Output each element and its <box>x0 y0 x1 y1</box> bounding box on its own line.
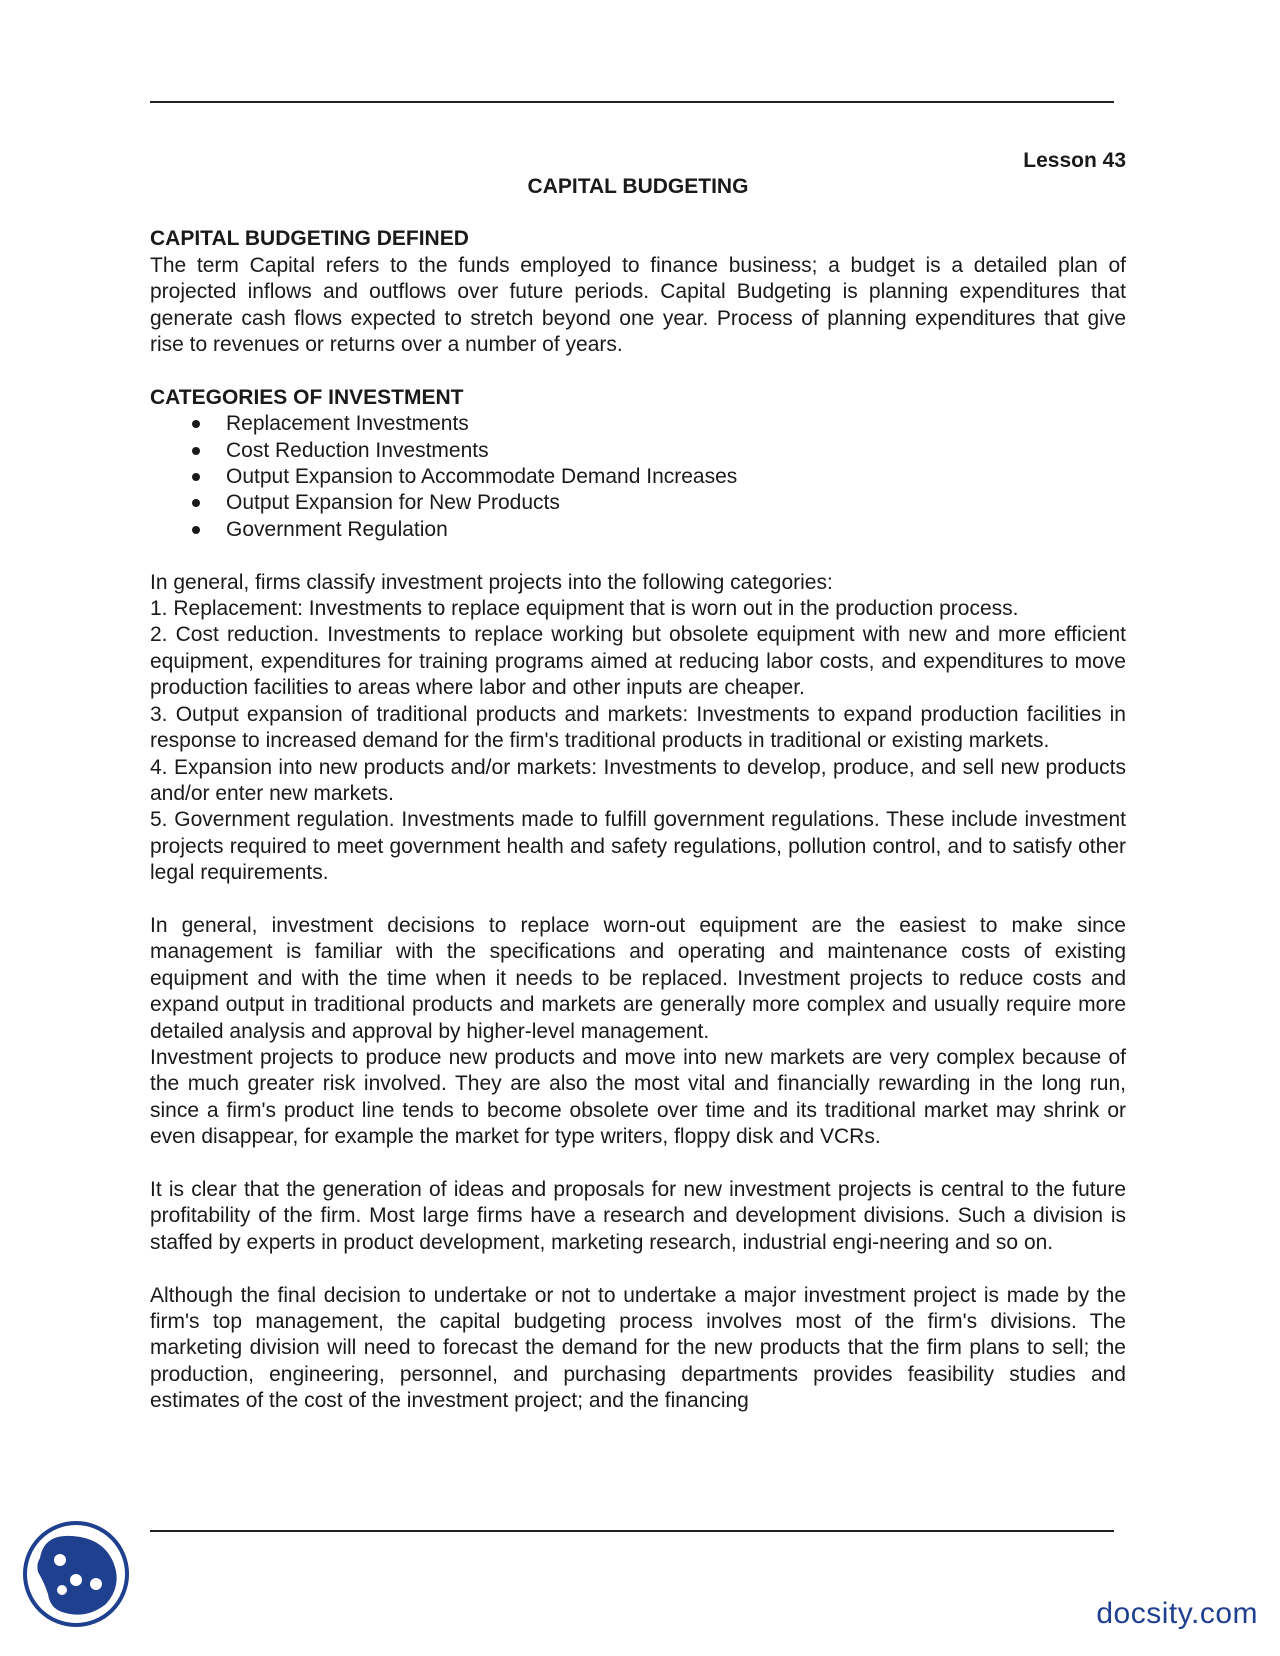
list-item: Output Expansion to Accommodate Demand Increases <box>190 464 1126 490</box>
discussion-paragraph-1: In general, investment decisions to replace worn-out equipment are the easiest to make since management is familiar with the specifications and operating and maintenance costs of existing equipment and with the time when it needs to be replaced. Investment projects to reduce costs and expand output in traditional products and markets are generally more complex and usually require more detailed analysis and approval by higher-level management. <box>150 913 1126 1043</box>
list-item: Government Regulation <box>190 517 1126 543</box>
header-rule <box>150 101 1114 103</box>
definition-paragraph: The term Capital refers to the funds employed to finance business; a budget is a detailed plan of projected inflows and outflows over future periods. Capital Budgeting is planning expenditures that generate cash flows expected to stretch beyond one year. Process of planning expenditures that give rise to revenues or returns over a number of years. <box>150 253 1126 357</box>
classification-item-3: 3. Output expansion of traditional products and markets: Investments to expand production facilities in response to increased demand for the firm's traditional products in traditional or existing markets. <box>150 702 1126 753</box>
document-body <box>150 148 1126 1415</box>
classification-item-2: 2. Cost reduction. Investments to replace working but obsolete equipment with new and more efficient equipment, expenditures for training programs aimed at reducing labor costs, and expenditures to move production facilities to areas where labor and other inputs are cheaper. <box>150 623 1126 700</box>
classification-item-5: 5. Government regulation. Investments made to fulfill government regulations. These include investment projects required to meet government health and safety regulations, pollution control, and to satisfy other legal requirements. <box>150 808 1126 885</box>
lesson-number: Lesson 43 <box>1023 149 1126 172</box>
bullet-icon <box>192 473 200 481</box>
discussion-paragraph-4: Although the final decision to undertake or not to undertake a major investment project is made by the firm's top management, the capital budgeting process involves most of the firm's divisions. The marketing division will need to forecast the demand for the new products that the firm plans to sell; the production, engineering, personnel, and purchasing departments provides feasibility studies and estimates of the cost of the investment project; and the financing <box>150 1283 1126 1413</box>
discussion-paragraph-3: It is clear that the generation of ideas and proposals for new investment projects is central to the future profitability of the firm. Most large firms have a research and development divisions. Such a division is staffed by experts in product development, marketing research, industrial engi-neering and so on. <box>150 1177 1126 1254</box>
footer-rule <box>150 1530 1114 1532</box>
bullet-icon <box>192 420 200 428</box>
section-heading-defined: CAPITAL BUDGETING DEFINED <box>150 227 469 251</box>
bullet-icon <box>192 499 200 507</box>
classification-intro: In general, firms classify investment projects into the following categories: <box>150 570 833 594</box>
list-item: Replacement Investments <box>190 411 1126 437</box>
classification-item-1: 1. Replacement: Investments to replace equipment that is worn out in the production process. <box>150 597 1019 621</box>
list-item: Cost Reduction Investments <box>190 438 1126 464</box>
section-heading-categories: CATEGORIES OF INVESTMENT <box>150 385 464 409</box>
classification-item-4: 4. Expansion into new products and/or markets: Investments to develop, produce, and sell new products and/or enter new markets. <box>150 755 1126 805</box>
brand-watermark: docsity.com <box>1096 1597 1258 1630</box>
discussion-paragraph-2: Investment projects to produce new products and move into new markets are very complex because of the much greater risk involved. They are also the most vital and financially rewarding in the long run, since a firm's product line tends to become obsolete over time and its traditional market may shrink or even disappear, for example the market for type writers, floppy disk and VCRs. <box>150 1045 1126 1149</box>
bullet-icon <box>192 526 200 534</box>
list-item: Output Expansion for New Products <box>190 490 1126 516</box>
categories-list <box>150 411 1126 543</box>
docsity-logo-icon <box>22 1520 130 1628</box>
page-title: CAPITAL BUDGETING <box>527 175 749 198</box>
bullet-icon <box>192 447 200 455</box>
